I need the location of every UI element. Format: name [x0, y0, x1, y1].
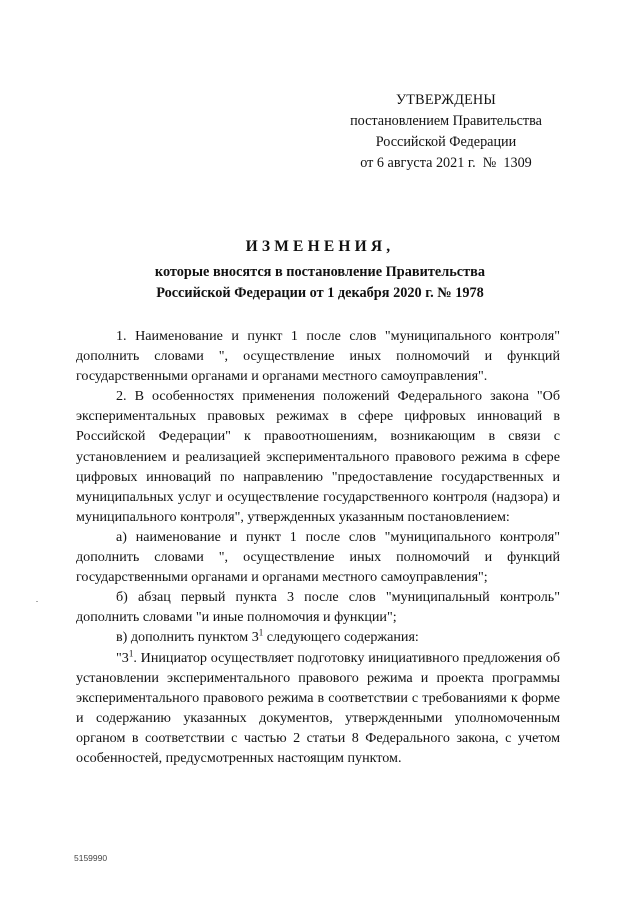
scan-dot — [36, 601, 38, 602]
subparagraph-v-text: в) дополнить пунктом 3 — [116, 629, 259, 646]
clause-3-1-number: "3 — [116, 649, 129, 666]
document-title: ИЗМЕНЕНИЯ, — [245, 238, 395, 255]
approval-heading: УТВЕРЖДЕНЫ — [396, 92, 496, 108]
subparagraph-v — [76, 627, 560, 647]
clause-3-1-text: . Инициатор осуществляет подготовку инициативного предложения об установлении экспериментального правового режима и проекта программы экспериментального правового режима в соответствии с требованиями к форме и содержанию указанных документов, утвержденными уполномоченным органом в соответствии с частью 2 статьи 8 Федерального закона, с учетом особенностей, предусмотренных настоящим пунктом. — [76, 649, 560, 766]
superscript: 1 — [128, 647, 134, 658]
clause-3-1 — [76, 648, 560, 769]
approval-number-sign: № — [482, 155, 497, 171]
paragraph-1: 1. Наименование и пункт 1 после слов "муниципального контроля" дополнить словами ", осуществление иных полномочий и функций государственными органами и органами местного самоуправления". — [76, 328, 560, 385]
document-subtitle — [76, 262, 564, 304]
superscript: 1 — [258, 627, 264, 638]
approval-date-line — [330, 153, 562, 174]
subparagraph-a: а) наименование и пункт 1 после слов "муниципального контроля" дополнить словами ", осуществление иных полномочий и функций государственными органами и органами местного самоуправления"; — [76, 528, 560, 586]
subparagraph-b: б) абзац первый пункта 3 после слов "муниципальный контроль" дополнить словами "и иные полномочия и функции"; — [76, 589, 560, 626]
subtitle-line-2: Российской Федерации от 1 декабря 2020 г. № 1978 — [156, 285, 484, 301]
approval-line-1: постановлением Правительства — [350, 113, 542, 129]
approval-block — [330, 90, 562, 174]
subtitle-line-1: которые вносятся в постановление Правительства — [154, 264, 486, 280]
subparagraph-v-text-end: следующего содержания: — [263, 629, 419, 646]
approval-number: 1309 — [503, 155, 532, 171]
document-body — [76, 326, 560, 768]
approval-line-2: Российской Федерации — [375, 134, 517, 150]
document-code: 5159990 — [74, 853, 108, 863]
paragraph-2: 2. В особенностях применения положений Федерального закона "Об экспериментальных правовых режимах в сфере цифровых инноваций в Российской Федерации" к правоотношениям, возникающим в связи с установлением и реализацией экспериментального правового режима в сфере цифровых инноваций по направлению "предоставление государственных и муниципальных услуг и осуществление государственного контроля (надзора) и муниципального контроля", утвержденных указанным постановлением: — [76, 388, 560, 525]
approval-date: от 6 августа 2021 г. — [360, 155, 476, 171]
